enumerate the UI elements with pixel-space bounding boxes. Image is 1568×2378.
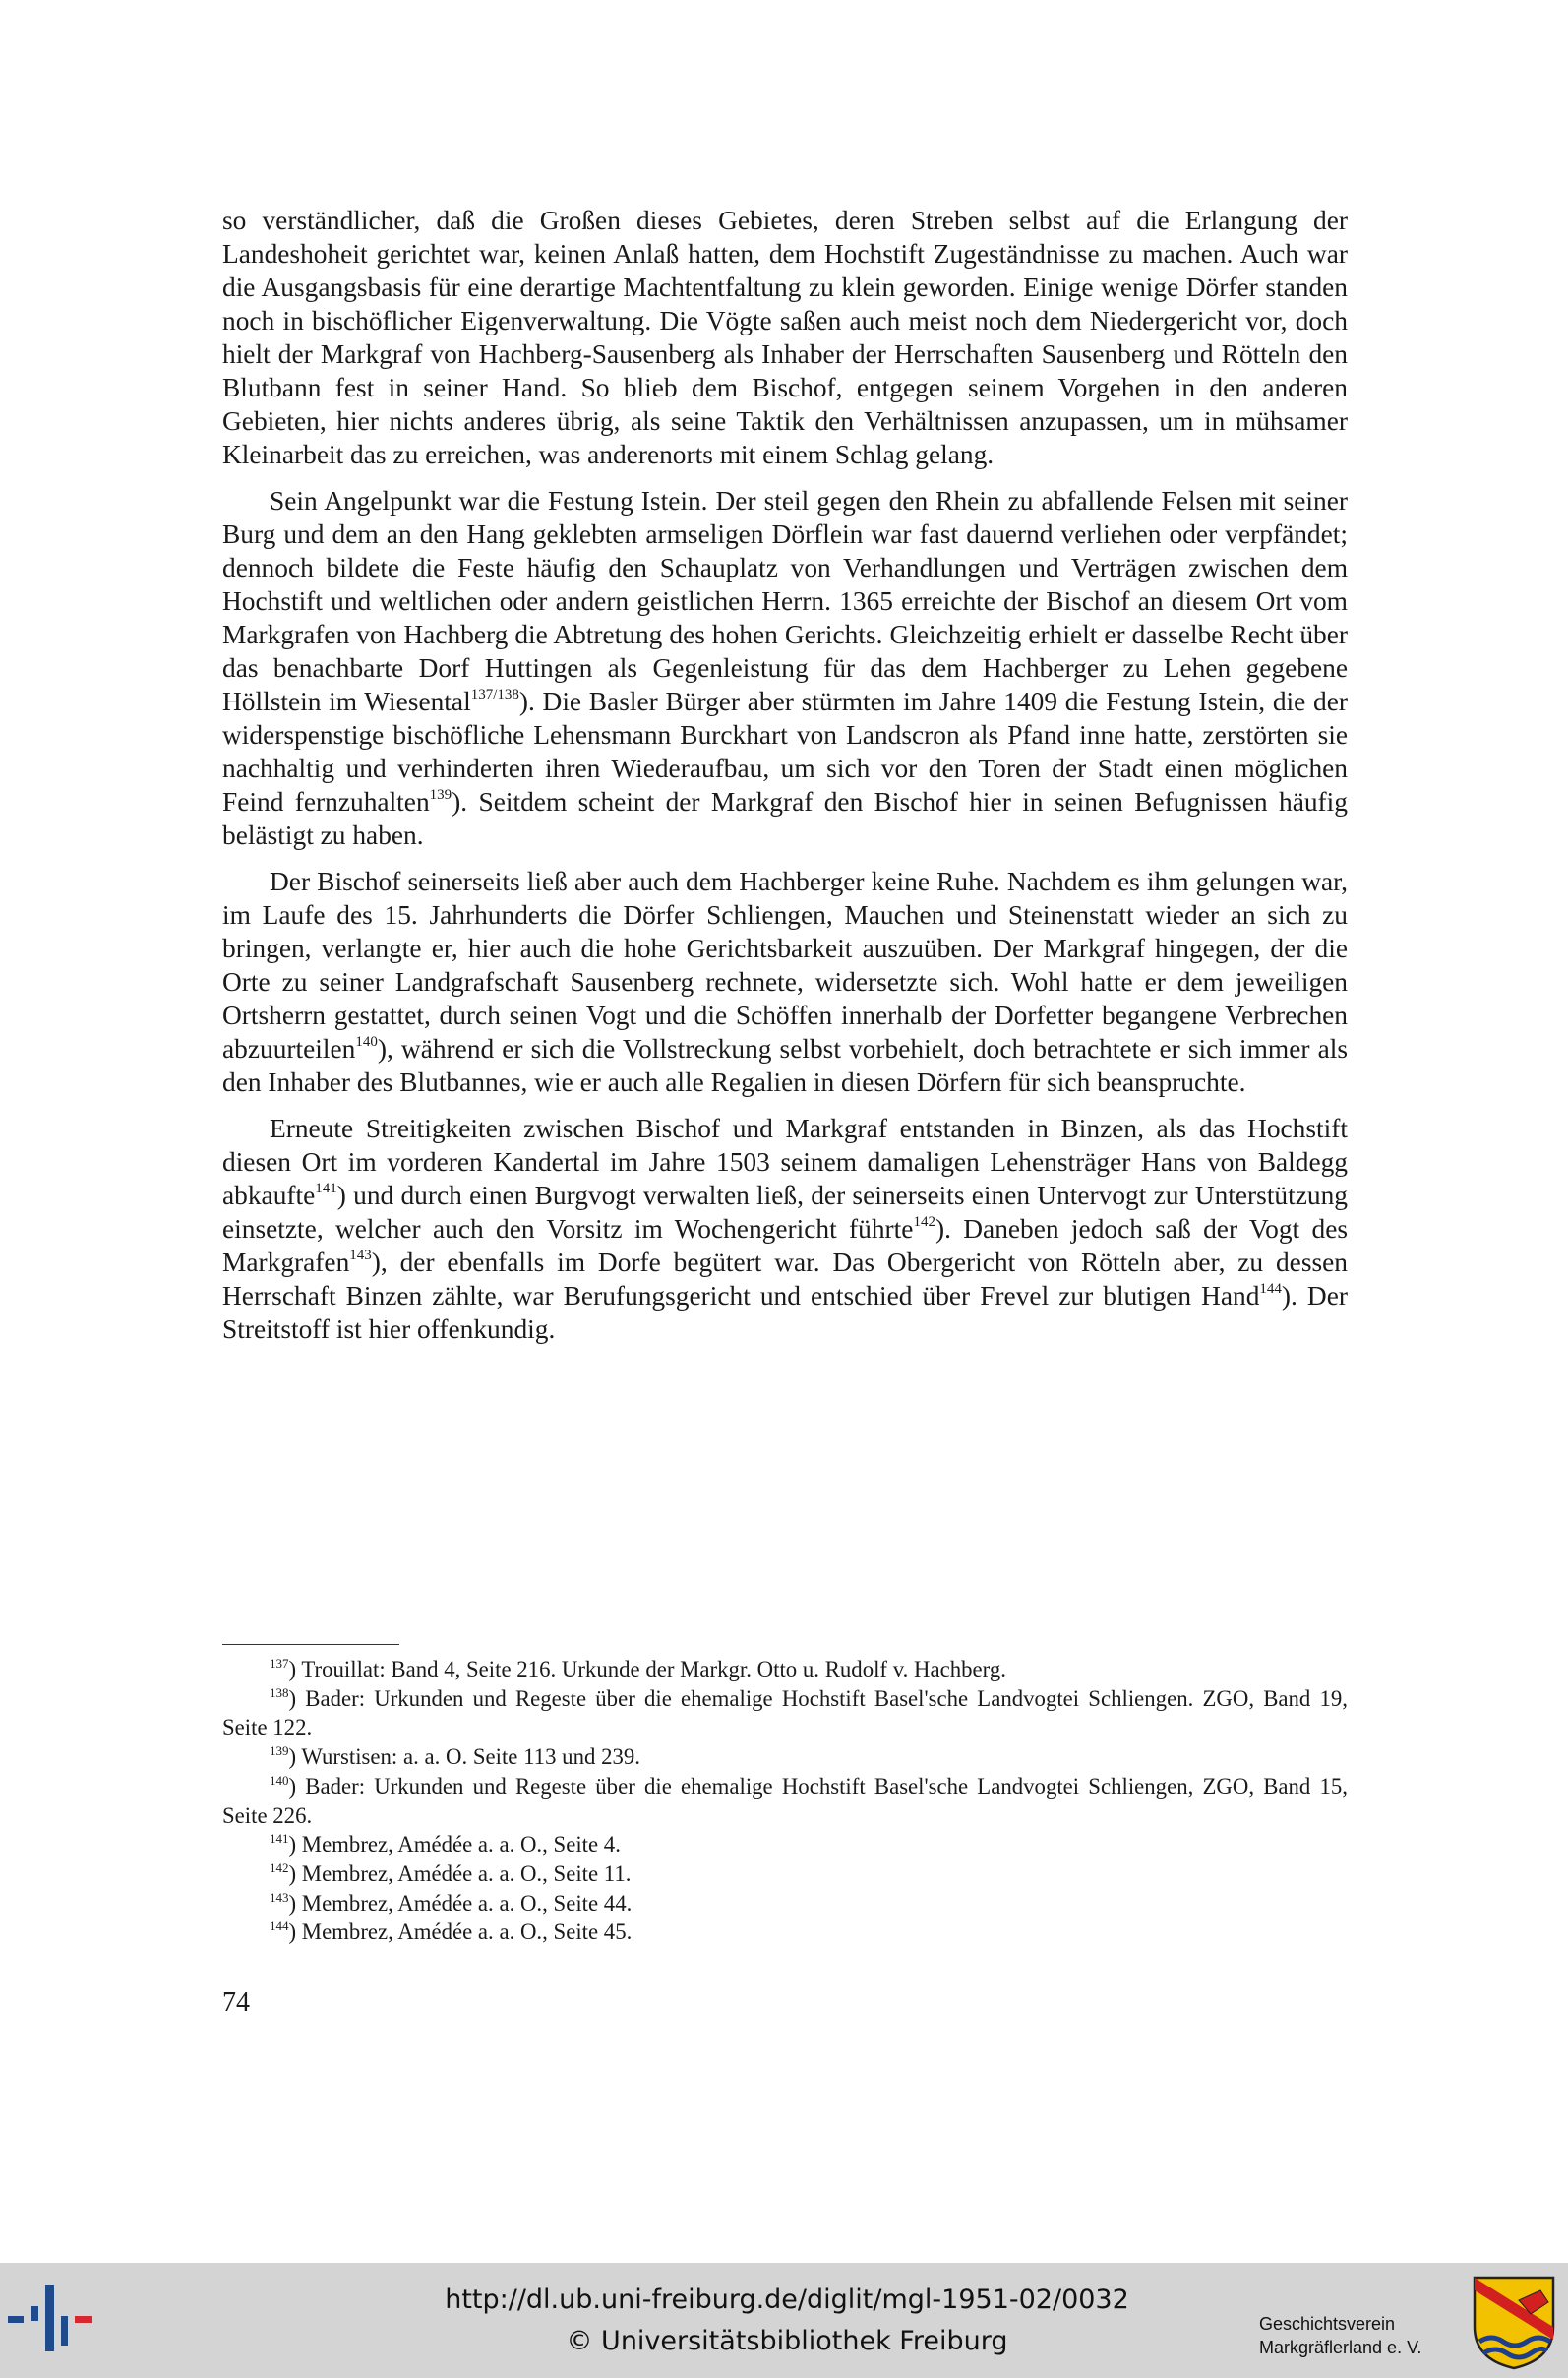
coat-of-arms-icon bbox=[1470, 2273, 1558, 2371]
footnote: $^{139}$) Wurstisen: a. a. O. Seite 113 und 239. bbox=[270, 1743, 640, 1770]
footnote-ref: 139 bbox=[429, 787, 452, 803]
footnote: $^{143}$) Membrez, Amédée a. a. O., Seite 44. bbox=[270, 1889, 633, 1916]
society-name-line2: Markgräflerland e. V. bbox=[1259, 2338, 1422, 2357]
footnote: $^{137}$) Trouillat: Band 4, Seite 216. Urkunde der Markgr. Otto u. Rudolf v. Hachberg. bbox=[270, 1656, 1006, 1681]
footnote: $^{142}$) Membrez, Amédée a. a. O., Seite 11. bbox=[270, 1860, 632, 1886]
footnote-ref: 137/138 bbox=[470, 687, 519, 702]
paragraph-1: so verständlicher, daß die Großen dieses Gebietes, deren Streben selbst auf die Erlangung der Landeshoheit gerichtet war, keinen Anlaß hatten, dem Hochstift Zugeständnisse zu machen. Auch war die Ausgangsbasis für eine derartige Machtentfaltung zu klein geworden. Einige wenige Dörfer standen noch in bischöflicher Eigenverwaltung. Die Vögte saßen auch meist noch dem Niedergericht vor, doch hielt der Markgraf von Hachberg-Sausenberg als Inhaber der Herrschaften Sausenberg und Rötteln den Blutbann fest in seiner Hand. So blieb dem Bischof, entgegen seinem Vorgehen in den anderen Gebieten, hier nichts anderes übrig, als seine Taktik den Verhältnissen anzupassen, um in mühsamer Kleinarbeit das zu erreichen, was anderenorts mit einem Schlag gelang. bbox=[222, 206, 1348, 469]
footnote-ref: 140 bbox=[355, 1034, 378, 1050]
footnote: $^{141}$) Membrez, Amédée a. a. O., Seite 4. bbox=[270, 1831, 621, 1858]
footnote: $^{144}$) Membrez, Amédée a. a. O., Seite 45. bbox=[270, 1919, 633, 1945]
society-name-line1: Geschichtsverein bbox=[1259, 2314, 1396, 2334]
footnote: $^{140}$) Bader: Urkunden und Regeste über die ehemalige Hochstift Basel'sche Landvogtei Schliengen, ZGO, Band 15, Seite 226. bbox=[222, 1772, 1349, 1828]
footnotes bbox=[222, 1655, 1348, 1947]
footnote-ref: 141 bbox=[315, 1181, 337, 1196]
university-library-logo-icon bbox=[0, 2279, 98, 2357]
society-name bbox=[1259, 2312, 1461, 2359]
footnote-ref: 144 bbox=[1259, 1281, 1282, 1297]
footnote: $^{138}$) Bader: Urkunden und Regeste über die ehemalige Hochstift Basel'sche Landvogtei Schliengen. ZGO, Band 19, Seite 122. bbox=[222, 1684, 1349, 1740]
footnote-ref: 142 bbox=[913, 1214, 935, 1230]
paragraph-3: Der Bischof seinerseits ließ aber auch dem Hachberger keine Ruhe. Nachdem es ihm gelungen war, im Laufe des 15. Jahrhunderts die Dörfer Schliengen, Mauchen und Steinenstatt wieder an sich zu bringen, verlangte er, hier auch die hohe Gerichtsbarkeit auszuüben. Der Markgraf hingegen, der die Orte zu seiner Landgrafschaft Sausenberg rechnete, widersetzte sich. Wohl hatte er dem jeweiligen Ortsherrn gestattet, durch seinen Vogt und die Schöffen innerhalb der Dorfetter begangene Verbrechen abzuurteilen$^{140}$), während er sich die Vollstreckung selbst vorbehielt, doch betrachtete er sich immer als den Inhaber des Blutbannes, wie er auch alle Regalien in diesen Dörfern für sich beanspruchte. bbox=[222, 867, 1348, 1097]
paragraph-4: Erneute Streitigkeiten zwischen Bischof und Markgraf entstanden in Binzen, als das Hochstift diesen Ort im vorderen Kandertal im Jahre 1503 seinem damaligen Lehensträger Hans von Baldegg abkaufte$^{141}$) und durch einen Burgvogt verwalten ließ, der seinerseits einen Untervogt zur Unterstützung einsetzte, welcher auch den Vorsitz im Wochengericht führte$^{142}$). Daneben jedoch saß der Vogt des Markgrafen$^{143}$), der ebenfalls im Dorfe begütert war. Das Obergericht von Rötteln aber, zu dessen Herrschaft Binzen zählte, war Berufungsgericht und entschied über Frevel zur blutigen Hand$^{144}$). Der Streitstoff ist hier offenkundig. bbox=[222, 1114, 1349, 1344]
page-number: 74 bbox=[222, 1987, 250, 2018]
footer-url[interactable]: http://dl.ub.uni-freiburg.de/diglit/mgl-1951-02/0032 bbox=[445, 2285, 1129, 2315]
footnote-ref: 143 bbox=[349, 1248, 372, 1263]
body-text bbox=[222, 204, 1348, 1359]
paragraph-2: Sein Angelpunkt war die Festung Istein. Der steil gegen den Rhein zu abfallende Felsen mit seiner Burg und dem an den Hang geklebten armseligen Dörflein war fast dauernd verliehen oder verpfändet; dennoch bildete die Feste häufig den Schauplatz von Verhandlungen und Verträgen zwischen dem Hochstift und weltlichen oder andern geistlichen Herrn. 1365 erreichte der Bischof an diesem Ort vom Markgrafen von Hachberg die Abtretung des hohen Gerichts. Gleichzeitig erhielt er dasselbe Recht über das benachbarte Dorf Huttingen als Gegenleistung für das dem Hachberger zu Lehen gegebene Höllstein im Wiesental$^{137/138}$). Die Basler Bürger aber stürmten im Jahre 1409 die Festung Istein, die der widerspenstige bischöfliche Lehensmann Burckhart von Landscron als Pfand inne hatte, zerstörten sie nachhaltig und verhinderten ihren Wiederaufbau, um sich vor den Toren der Stadt einen möglichen Feind fernzuhalten$^{139}$). Seitdem scheint der Markgraf den Bischof hier in seinen Befugnissen häufig belästigt zu haben. bbox=[222, 486, 1348, 850]
footer-copyright: © Universitätsbibliothek Freiburg bbox=[566, 2326, 1008, 2356]
footnote-divider bbox=[222, 1644, 399, 1645]
